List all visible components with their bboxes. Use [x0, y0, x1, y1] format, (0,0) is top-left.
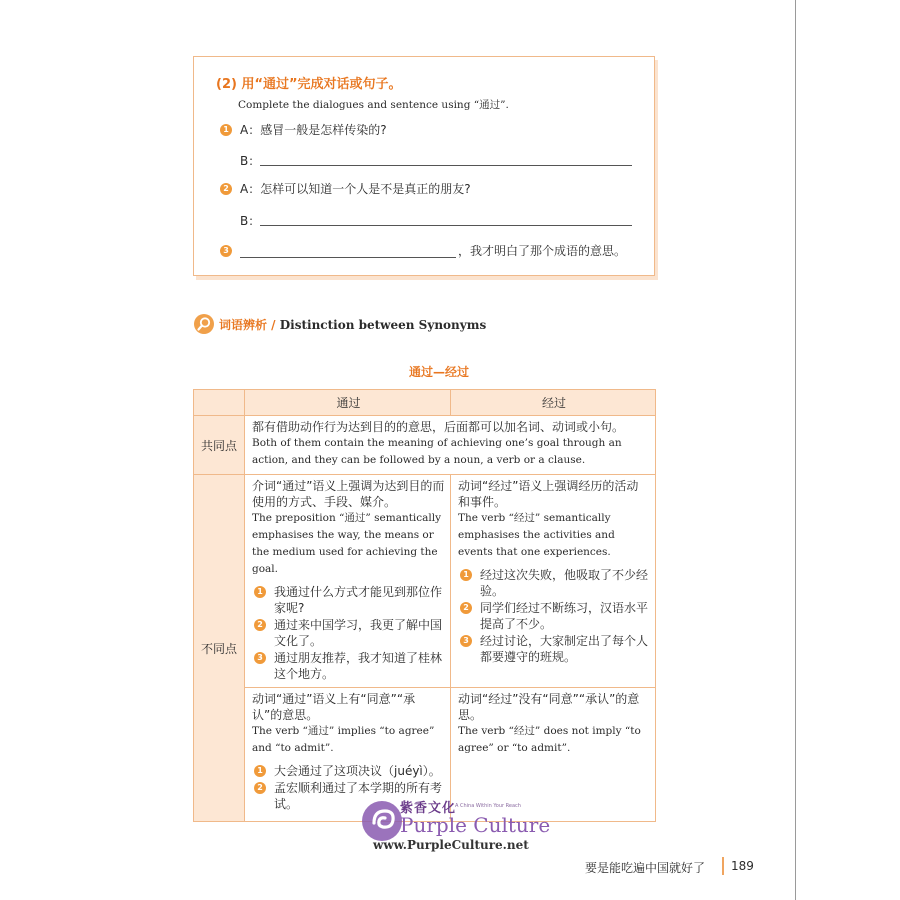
item-2-answer-label: B： [240, 214, 261, 228]
item-number-1: 1 [220, 124, 232, 136]
table-row-diff-1 [194, 475, 656, 688]
header-jingguo: 经过 [451, 390, 656, 416]
table-row-common [194, 416, 656, 475]
diff1-right-examples [458, 567, 650, 665]
diff1-right-cn: 动词“经过”语义上强调经历的活动和事件。 [458, 479, 639, 509]
example-text: 同学们经过不断练习，汉语水平提高了不少。 [480, 601, 649, 631]
example-number: 1 [254, 765, 266, 777]
watermark-cn: 紫香文化 [400, 801, 457, 816]
example-number: 3 [254, 652, 266, 664]
section-title-en: Distinction between Synonyms [279, 318, 487, 332]
common-label: 共同点 [194, 416, 245, 475]
example-text: 经过这次失败，他吸取了不少经验。 [480, 568, 649, 598]
diff1-left-cell [245, 475, 451, 688]
example-number: 2 [254, 782, 266, 794]
diff1-left-examples [252, 584, 445, 682]
header-tongguo: 通过 [245, 390, 451, 416]
item-number-2: 2 [220, 183, 232, 195]
item-2-answer-line[interactable] [260, 225, 632, 226]
example-text: 通过朋友推荐，我才知道了桂林这个地方。 [274, 651, 443, 681]
table-header-row [194, 390, 656, 416]
diff2-right-en: The verb “经过” does not imply “to agree” or “to admit”. [458, 725, 641, 754]
item-3-sentence-tail: ，我才明白了那个成语的意思。 [458, 244, 627, 258]
exercise-title: (2) 用“通过”完成对话或句子。 [216, 77, 402, 92]
example-text: 经过讨论，大家制定出了每个人都要遵守的班规。 [480, 634, 649, 664]
example-number: 2 [460, 602, 472, 614]
item-1-question: A：感冒一般是怎样传染的? [240, 123, 387, 137]
item-1-answer-line[interactable] [260, 165, 632, 166]
example-text: 孟宏顺利通过了本学期的所有考试。 [274, 781, 443, 811]
exercise-subtitle: Complete the dialogues and sentence using “通过”. [238, 99, 509, 111]
diff1-right-cell [451, 475, 656, 688]
example-number: 1 [460, 569, 472, 581]
example-text: 通过来中国学习，我更了解中国文化了。 [274, 618, 443, 648]
list-item [458, 633, 650, 665]
common-cell [245, 416, 656, 475]
watermark-url: www.PurpleCulture.net [373, 838, 529, 852]
diff2-left-en: The verb “通过” implies “to agree” and “to admit”. [252, 725, 435, 754]
footer-divider [722, 857, 724, 875]
diff1-right-en: The verb “经过” semantically emphasises the activities and events that one experiences. [458, 512, 615, 558]
list-item [458, 600, 650, 632]
table-title: 通过—经过 [408, 365, 469, 379]
example-text: 大会通过了这项决议（juéyì）。 [274, 764, 441, 778]
item-2-question: A：怎样可以知道一个人是不是真正的朋友? [240, 182, 471, 196]
common-cn: 都有借助动作行为达到目的的意思，后面都可以加名词、动词或小句。 [252, 420, 625, 434]
diff2-left-cn: 动词“通过”语义上有“同意”“承认”的意思。 [252, 692, 416, 722]
diff1-left-cn: 介词“通过”语义上强调为达到目的而使用的方式、手段、媒介。 [252, 479, 445, 509]
list-item [252, 763, 445, 779]
example-number: 3 [460, 635, 472, 647]
diff1-left-en: The preposition “通过” semantically emphasises the way, the means or the medium used for achieving the goal. [252, 512, 442, 575]
page [106, 0, 796, 900]
list-item [252, 617, 445, 649]
example-text: 我通过什么方式才能见到那位作家呢? [274, 585, 443, 615]
diff-label: 不同点 [194, 475, 245, 822]
header-corner [194, 390, 245, 416]
comparison-table [193, 389, 656, 822]
watermark-en: Purple Culture [400, 813, 551, 837]
item-3-answer-line[interactable] [240, 257, 456, 258]
exercise-box [193, 56, 655, 276]
diff2-right-cn: 动词“经过”没有“同意”“承认”的意思。 [458, 692, 640, 722]
example-number: 2 [254, 619, 266, 631]
section-title [219, 316, 486, 333]
list-item [252, 584, 445, 616]
list-item [458, 567, 650, 599]
page-number: 189 [731, 859, 754, 873]
magnifier-icon [194, 314, 214, 334]
footer-chapter-title: 要是能吃遍中国就好了 [585, 861, 706, 875]
common-en: Both of them contain the meaning of achieving one’s goal through an action, and they can be followed by a noun, a verb or a clause. [252, 437, 622, 466]
watermark-tagline: A China Within Your Reach [455, 803, 521, 809]
item-number-3: 3 [220, 245, 232, 257]
section-title-cn: 词语辨析 / [219, 318, 276, 332]
list-item [252, 650, 445, 682]
item-1-answer-label: B： [240, 154, 261, 168]
example-number: 1 [254, 586, 266, 598]
